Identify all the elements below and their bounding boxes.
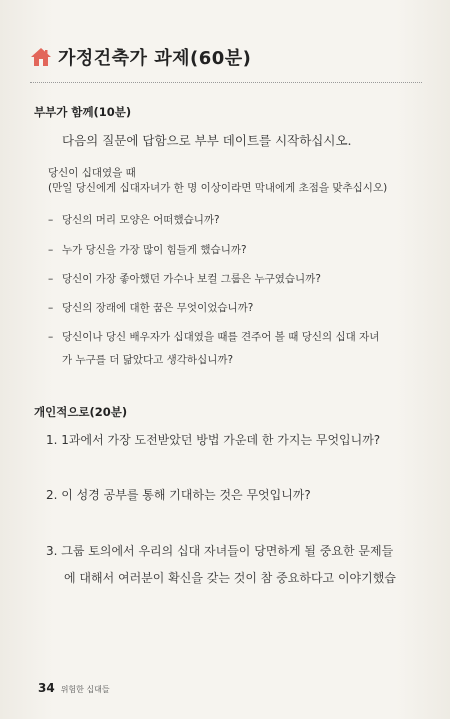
header-divider	[30, 82, 422, 83]
condition-line-1: 당신이 십대였을 때	[48, 167, 136, 179]
intro-text: 다음의 질문에 답함으로 부부 데이트를 시작하십시오.	[62, 133, 352, 148]
numbered-item-1: 1. 1과에서 가장 도전받았던 방법 가운데 한 가지는 무엇입니까?	[46, 433, 381, 447]
book-title: 위험한 십대들	[60, 685, 110, 694]
condition-text	[48, 166, 387, 196]
page-title: 가정건축가 과제(60분)	[58, 48, 252, 69]
individual-section-label: 개인적으로(20분)	[34, 405, 128, 419]
page-number: 34	[38, 681, 55, 695]
page-footer	[38, 681, 110, 695]
numbered-item-3: 3. 그룹 토의에서 우리의 십대 자녀들이 당면하게 될 중요한 문제들	[46, 544, 394, 558]
numbered-item-2: 2. 이 성경 공부를 통해 기대하는 것은 무엇입니까?	[46, 488, 311, 502]
page-header	[30, 44, 251, 70]
couple-section-label: 부부가 함께(10분)	[34, 105, 132, 119]
list-item: – 당신의 장래에 대한 꿈은 무엇이었습니까?	[48, 302, 254, 314]
list-item: – 당신의 머리 모양은 어떠했습니까?	[48, 214, 220, 226]
list-item: – 당신이나 당신 배우자가 십대였을 때를 견주어 볼 때 당신의 십대 자녀	[48, 331, 380, 343]
list-item-continuation: 가 누구를 더 닮았다고 생각하십니까?	[62, 354, 234, 366]
condition-line-2: (만일 당신에게 십대자녀가 한 명 이상이라면 막내에게 초점을 맞추십시오)	[48, 182, 388, 194]
list-item: – 당신이 가장 좋아했던 가수나 보컬 그룹은 누구였습니까?	[48, 273, 321, 285]
numbered-item-3-continuation: 에 대해서 여러분이 확신을 갖는 것이 참 중요하다고 이야기했습	[64, 571, 396, 585]
list-item: – 누가 당신을 가장 많이 힘들게 했습니까?	[48, 244, 247, 256]
house-icon	[30, 47, 52, 67]
